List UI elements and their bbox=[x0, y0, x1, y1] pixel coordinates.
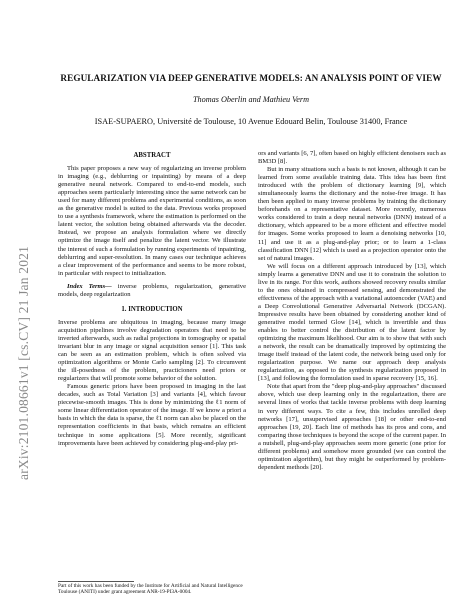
right-paragraph-0: ors and variants [6, 7], often based on highly efficient denoisers such as BM3D [8]. bbox=[258, 150, 446, 166]
index-terms-label: Index Terms— bbox=[67, 282, 112, 290]
intro-paragraph-1: Inverse problems are ubiquitous in imaging, because many image acquisition pipelines involve degradation operators that need to be inverted afterwards, such as radial projections in tomography or spatial invariant blur in any image or signal acquisition sensor [1]. This task can be seen as an estimation problem, which is often solved via optimization algorithms or Monte Carlo sampling [2]. To circumvent the ill-posedness of the problem, practicioners need priors or regularizers that will promote some behavior of the solution. bbox=[58, 318, 246, 383]
right-paragraph-1: But in many situations such a basis is not known, although it can be learned from some available training data. This idea has been first introduced with the problem of dictionary learning [9], which simultaneously learns the dictionary and the noise-free image. It has then been applied to many inverse problems by training the dictionary beforehands on a representative dataset. More recently, numerous works considered to train a deep neural networks (DNN) instead of a dictionary, which appeared to be a more efficient and effective model for images. Some works proposed to learn a denoising networks [10, 11] and use it as a plug-and-play prior; or to learn a 1-class classification DNN [12] which is used as a projection operator onto the set of natural images. bbox=[258, 166, 446, 262]
index-terms-text: inverse problems, regularization, generative models, deep regularization bbox=[58, 282, 246, 298]
right-paragraph-3: Note that apart from the "deep plug-and-play approaches" discussed above, which use deep learning only in the regularization, there are several lines of works that tackle inverse problems with deep learning in very different ways. To cite a few, this includes unrolled deep networks [17], unsupervised approaches [18] or other end-to-end approaches [19, 20]. Each line of methods has its pros and cons, and comparing those techniques is beyond the scope of the current paper. In a nutshell, plug-and-play approaches seem more generic (one prior for different problems) and somehow more grounded (we can control the optimization algorithm), but they might be outperformed by problem-dependent methods [20]. bbox=[258, 383, 446, 471]
introduction-heading: 1. INTRODUCTION bbox=[121, 305, 183, 313]
index-terms bbox=[58, 283, 246, 299]
arxiv-stamp[interactable]: arXiv:2101.08661v1 [cs.CV] 21 Jan 2021 bbox=[16, 245, 31, 480]
abstract-text: This paper proposes a new way of regularizing an inverse problem in imaging (e.g., deblurring or inpainting) by means of a deep generative neural network. Compared to end-to-end models, such approaches seem particularly interesting since the same network can be used for many different problems and experimental conditions, as soon as the generative model is suited to the data. Previous works proposed to use a synthesis framework, where the estimation is performed on the latent vector, the solution being obtained afterwards via the decoder. Instead, we propose an analysis formulation where we directly optimize the image itself and penalize the latent vector. We illustrate the interest of such a formulation by running experiments of inpainting, deblurring and super-resolution. In many cases our technique achieves a clear improvement of the performance and seems to be more robust, in particular with respect to initialization. bbox=[58, 165, 246, 277]
footnote-rule bbox=[58, 581, 134, 582]
right-paragraph-2: We will focus on a different approach introduced by [13], which simply learns a generative DNN and use it to constrain the solution to live in its range. For this work, authors showed recovery results similar to the ones obtained in compressed sensing, and demonstrated the effectiveness of the approach with a variational autoencoder (VAE) and a Deep Convolutional Generative Adversarial Network (DCGAN). Impressive results have been obtained by considering another kind of generative model termed Glow [14], which is invertible and thus enables to better control the distribution of the latent factor by optimizing the maximum likelihood. Our aim is to show that with such a network, the result can be dramatically improved by optimizing the image itself instead of the latent code, the network being used only for regularization purpose. We name our approach deep analysis regularization, as opposed to the synthesis regularization proposed in [13], and following the formulation used in sparse recovery [15, 16]. bbox=[258, 262, 446, 383]
left-column bbox=[58, 150, 246, 448]
affiliation: ISAE-SUPAERO, Université de Toulouse, 10 Avenue Edouard Belin, Toulouse 31400, France bbox=[94, 117, 408, 126]
intro-paragraph-2: Famous generic priors have been proposed in imaging in the last decades, such as Total Variation [3] and variants [4], which favour piecewise-smooth images. This is done by minimizing the ℓ1 norm of some linear differentiation operator of the image. If we know a priori a basis in which the data is sparse, the ℓ1 norm can also be placed on the representation coefficients in that basis, which remains an efficient technique in some applications [5]. More recently, significant improvements have been achieved by considering plug-and-play pri- bbox=[58, 383, 246, 447]
footnote: Part of this work has been funded by the Institute for Artificial and Natural Intelligence Toulouse (ANITI) under grant agreement ANR-19-PI3A-0004. bbox=[58, 583, 243, 596]
paper-title: REGULARIZATION VIA DEEP GENERATIVE MODELS: AN ANALYSIS POINT OF VIEW bbox=[60, 73, 442, 83]
right-column bbox=[258, 150, 446, 472]
arxiv-stamp-container bbox=[8, 150, 31, 480]
abstract-heading: ABSTRACT bbox=[133, 152, 171, 159]
authors: Thomas Oberlin and Mathieu Verm bbox=[193, 95, 309, 104]
